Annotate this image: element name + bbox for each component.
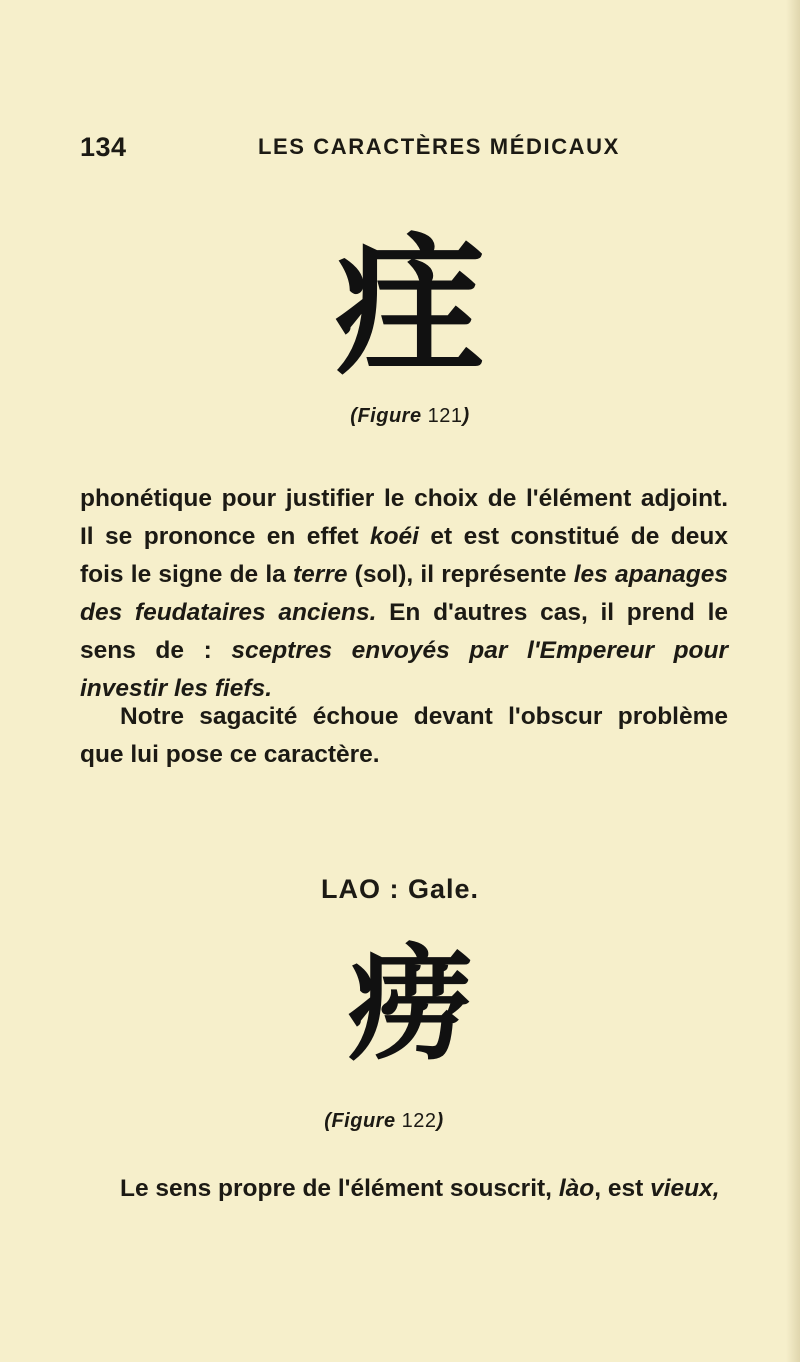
figure-122-caption: (Figure 122) bbox=[324, 1110, 444, 1132]
figure-121-character: 疰 bbox=[334, 219, 485, 395]
running-title: LES CARACTÈRES MÉDICAUX bbox=[258, 134, 620, 159]
figure-121-caption: (Figure 121) bbox=[350, 405, 470, 427]
figure-122-character: 痨 bbox=[347, 932, 472, 1077]
paragraph-sagacite: Notre sagacité échoue devant l'obscur problème que lui pose ce caractère. bbox=[80, 703, 728, 768]
paragraph-sens-propre: Le sens propre de l'élément souscrit, lào, est vieux, bbox=[120, 1175, 720, 1202]
page-edge-shadow bbox=[786, 0, 800, 1362]
page-number: 134 bbox=[80, 132, 127, 162]
section-heading-lao: LAO : Gale. bbox=[320, 874, 480, 904]
page-header bbox=[80, 132, 720, 166]
paragraph-phonetique: phonétique pour justifier le choix de l'élément adjoint. Il se prononce en effet koéi et est constitué de deux fois le signe de la terre (sol), il représente les apanages des feudataires anciens. En d'autres cas, il prend le sens de : sceptres envoyés par l'Empereur pour investir les fiefs. bbox=[80, 485, 729, 702]
